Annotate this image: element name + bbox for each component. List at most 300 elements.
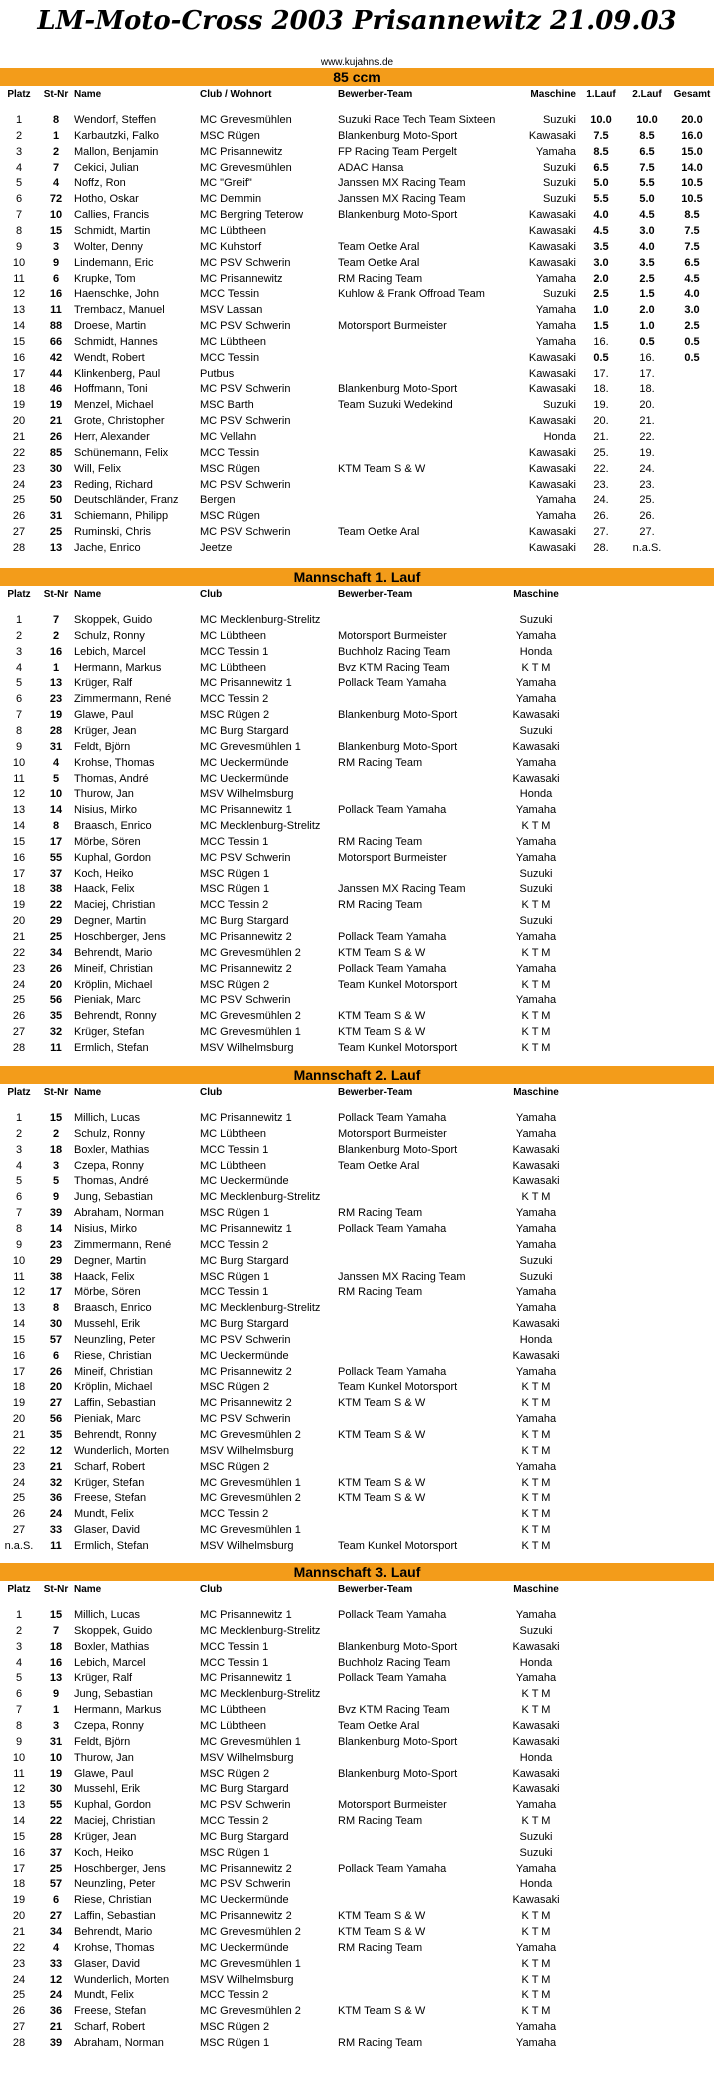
cell-place: 21 <box>12 1926 26 1938</box>
cell-machine: Kawasaki <box>528 351 576 364</box>
cell-name: Laffin, Sebastian <box>74 1397 156 1410</box>
table-row <box>0 1316 714 1332</box>
cell-machine: Yamaha <box>515 629 557 642</box>
table-row <box>0 1522 714 1538</box>
cell-machine: K T M <box>521 1815 551 1828</box>
cell-place: 14 <box>12 1318 26 1331</box>
cell-team: ADAC Hansa <box>338 161 404 174</box>
table-row <box>0 1924 714 1940</box>
cell-machine: Honda <box>519 1333 553 1346</box>
table-row <box>0 492 714 508</box>
cell-club: MC PSV Schwerin <box>200 383 291 396</box>
cell-place: 7 <box>15 709 23 722</box>
cell-machine: Yamaha <box>515 1302 557 1315</box>
cell-total: 4.0 <box>684 288 700 301</box>
cell-team: Blankenburg Moto-Sport <box>338 709 458 722</box>
cell-place: 26 <box>12 510 26 523</box>
table-row <box>0 913 714 929</box>
cell-place: 20 <box>12 915 26 928</box>
cell-start-number: 46 <box>49 383 63 396</box>
cell-start-number: 38 <box>49 1270 63 1283</box>
cell-name: Behrendt, Mario <box>74 946 153 959</box>
cell-place: 18 <box>12 1381 26 1394</box>
cell-club: MC Prisannewitz 1 <box>200 1609 292 1621</box>
table-row <box>0 755 714 771</box>
cell-machine: K T M <box>521 661 551 674</box>
cell-name: Feldt, Björn <box>74 740 131 753</box>
cell-start-number: 56 <box>49 1413 63 1426</box>
cell-machine: Yamaha <box>515 1127 557 1140</box>
cell-club: MSC Rügen <box>200 510 260 523</box>
cell-name: Czepa, Ronny <box>74 1159 144 1172</box>
cell-start-number: 23 <box>49 693 63 706</box>
cell-club: MC Vellahn <box>200 431 257 443</box>
cell-place: 27 <box>12 1026 26 1039</box>
cell-club: MC PSV Schwerin <box>200 256 291 269</box>
cell-club: MC Ueckermünde <box>200 1941 289 1954</box>
table-row <box>0 1506 714 1522</box>
cell-team: Team Kunkel Motorsport <box>338 1381 458 1394</box>
table-row <box>0 1639 714 1655</box>
table-row <box>0 286 714 302</box>
cell-run2: 7.5 <box>639 161 655 174</box>
cell-start-number: 7 <box>52 161 60 174</box>
table-row <box>0 1348 714 1364</box>
cell-team: Team Suzuki Wedekind <box>338 399 453 412</box>
cell-club: MSC Rügen 2 <box>200 978 270 991</box>
cell-run2: 0.5 <box>639 335 655 348</box>
cell-name: Mörbe, Sören <box>74 835 141 848</box>
cell-place: 15 <box>12 335 26 348</box>
cell-club: MSC Rügen 1 <box>200 2036 270 2049</box>
column-header-team: Bewerber-Team <box>338 1087 413 1098</box>
cell-machine: K T M <box>521 1381 551 1394</box>
cell-club: Putbus <box>200 367 235 380</box>
cell-place: 6 <box>15 1191 23 1204</box>
cell-place: 10 <box>12 1751 26 1764</box>
cell-start-number: 2 <box>52 145 60 158</box>
cell-total: 14.0 <box>681 161 703 174</box>
cell-club: MC Prisannewitz 1 <box>200 1222 292 1235</box>
cell-club: MCC Tessin 2 <box>200 693 269 706</box>
cell-start-number: 15 <box>49 1112 63 1124</box>
cell-club: MC Lübtheen <box>200 1719 267 1732</box>
cell-club: MSC Rügen 2 <box>200 2021 270 2034</box>
cell-place: 19 <box>12 899 26 912</box>
cell-run2: 17. <box>639 367 655 380</box>
cell-run1: 0.5 <box>593 351 609 364</box>
table-row <box>0 1158 714 1174</box>
cell-team: KTM Team S & W <box>338 1476 426 1489</box>
cell-place: 5 <box>15 1672 23 1685</box>
cell-machine: K T M <box>521 1508 551 1521</box>
cell-machine: K T M <box>521 899 551 912</box>
column-header-name: Name <box>74 589 102 600</box>
cell-team: KTM Team S & W <box>338 946 426 959</box>
cell-name: Glawe, Paul <box>74 709 134 722</box>
cell-machine: K T M <box>521 1444 551 1457</box>
cell-machine: K T M <box>521 1539 551 1552</box>
cell-machine: Kawasaki <box>528 526 576 539</box>
cell-start-number: 26 <box>49 1365 63 1378</box>
cell-name: Cekici, Julian <box>74 161 139 174</box>
cell-machine: Yamaha <box>515 1672 557 1685</box>
cell-team: RM Racing Team <box>338 1286 423 1299</box>
cell-name: Maciej, Christian <box>74 1815 156 1828</box>
cell-start-number: 25 <box>49 1862 63 1875</box>
table-row <box>0 477 714 493</box>
cell-name: Klinkenberg, Paul <box>74 367 161 380</box>
cell-run2: 4.5 <box>639 209 655 222</box>
cell-name: Maciej, Christian <box>74 899 156 912</box>
cell-start-number: 39 <box>49 2036 63 2049</box>
cell-machine: Kawasaki <box>528 240 576 253</box>
table-row <box>0 628 714 644</box>
cell-name: Thomas, André <box>74 772 149 785</box>
cell-run1: 7.5 <box>593 129 609 142</box>
table-row <box>0 350 714 366</box>
cell-team: RM Racing Team <box>338 835 423 848</box>
cell-start-number: 15 <box>49 224 63 237</box>
cell-place: 3 <box>15 145 23 158</box>
cell-machine: Yamaha <box>515 1112 557 1124</box>
cell-club: MC Demmin <box>200 193 262 206</box>
cell-place: 19 <box>12 399 26 412</box>
cell-team: Team Oetke Aral <box>338 526 420 539</box>
cell-place: 11 <box>13 1270 25 1283</box>
cell-machine: Honda <box>519 788 553 801</box>
cell-team: KTM Team S & W <box>338 1010 426 1023</box>
cell-name: Thurow, Jan <box>74 788 134 801</box>
table-row <box>0 1332 714 1348</box>
cell-start-number: 72 <box>49 193 63 206</box>
website-url: www.kujahns.de <box>320 57 394 68</box>
cell-machine: Honda <box>519 1878 553 1891</box>
cell-team: KTM Team S & W <box>338 1026 426 1039</box>
table-row <box>0 318 714 334</box>
cell-start-number: 13 <box>49 1672 63 1685</box>
table-row <box>0 1940 714 1956</box>
cell-name: Braasch, Enrico <box>74 1302 152 1315</box>
cell-name: Mineif, Christian <box>74 962 153 975</box>
table-row <box>0 961 714 977</box>
column-header-start-number: St-Nr <box>43 89 69 100</box>
cell-machine: K T M <box>521 1476 551 1489</box>
cell-place: 23 <box>12 962 26 975</box>
cell-run2: 16. <box>639 351 655 364</box>
cell-run1: 3.0 <box>593 256 609 269</box>
cell-name: Riese, Christian <box>74 1349 152 1362</box>
cell-club: MC PSV Schwerin <box>200 1333 291 1346</box>
cell-place: 16 <box>12 851 26 864</box>
table-row <box>0 397 714 413</box>
cell-name: Pieniak, Marc <box>74 1413 141 1426</box>
cell-start-number: 37 <box>49 1846 63 1859</box>
cell-machine: Kawasaki <box>512 1894 560 1907</box>
cell-place: 10 <box>12 756 26 769</box>
cell-name: Ermlich, Stefan <box>74 1539 149 1552</box>
cell-place: 14 <box>12 1815 26 1828</box>
cell-machine: Kawasaki <box>512 772 560 785</box>
cell-machine: Kawasaki <box>528 541 576 554</box>
cell-name: Krüger, Ralf <box>74 677 133 690</box>
cell-name: Degner, Martin <box>74 1254 147 1267</box>
cell-place: 18 <box>12 883 26 896</box>
cell-run1: 5.5 <box>593 193 609 206</box>
cell-machine: Yamaha <box>515 994 557 1007</box>
column-header-row <box>0 1085 714 1101</box>
cell-place: 14 <box>12 820 26 833</box>
cell-run2: 25. <box>639 494 655 507</box>
cell-place: 20 <box>12 1910 26 1923</box>
cell-club: MC Mecklenburg-Strelitz <box>200 1624 321 1637</box>
cell-machine: Yamaha <box>515 835 557 848</box>
cell-name: Pieniak, Marc <box>74 994 141 1007</box>
table-row <box>0 1269 714 1285</box>
cell-club: MC Ueckermünde <box>200 1175 289 1188</box>
cell-start-number: 57 <box>49 1878 63 1891</box>
cell-total: 0.5 <box>684 335 700 348</box>
cell-name: Laffin, Sebastian <box>74 1910 156 1923</box>
cell-machine: Suzuki <box>519 1254 553 1267</box>
cell-team: FP Racing Team Pergelt <box>338 145 457 158</box>
cell-start-number: 4 <box>52 756 60 769</box>
cell-machine: Yamaha <box>515 931 557 943</box>
cell-place: 4 <box>15 1159 23 1172</box>
cell-start-number: 57 <box>49 1333 63 1346</box>
cell-start-number: 32 <box>49 1476 63 1489</box>
cell-place: 4 <box>15 1656 23 1669</box>
cell-name: Thomas, André <box>74 1175 149 1188</box>
cell-name: Menzel, Michael <box>74 399 154 412</box>
cell-place: 9 <box>15 740 23 753</box>
cell-machine: K T M <box>521 1429 551 1441</box>
cell-place: 8 <box>15 724 23 737</box>
cell-team: RM Racing Team <box>338 1815 423 1828</box>
cell-place: 3 <box>15 1640 23 1653</box>
table-row <box>0 1750 714 1766</box>
cell-machine: Kawasaki <box>528 256 576 269</box>
cell-name: Freese, Stefan <box>74 2005 147 2018</box>
section-title-bar: 85 ccm <box>0 68 714 86</box>
cell-machine: Yamaha <box>515 851 557 864</box>
cell-machine: K T M <box>521 1957 551 1970</box>
column-header-team: Bewerber-Team <box>338 1584 413 1595</box>
cell-run1: 23. <box>593 478 609 491</box>
column-header-name: Name <box>74 1584 102 1595</box>
cell-club: MC Burg Stargard <box>200 1783 289 1796</box>
cell-place: 16 <box>12 1846 26 1859</box>
cell-machine: K T M <box>521 1492 551 1505</box>
cell-start-number: 12 <box>49 1444 63 1457</box>
table-row <box>0 739 714 755</box>
cell-run2: 26. <box>639 510 655 523</box>
cell-start-number: 66 <box>49 335 63 348</box>
table-row <box>0 461 714 477</box>
cell-machine: K T M <box>521 1926 551 1938</box>
table-row <box>0 612 714 628</box>
cell-start-number: 1 <box>52 1704 60 1717</box>
cell-start-number: 7 <box>52 1624 60 1637</box>
cell-machine: K T M <box>521 1010 551 1023</box>
cell-club: MC Prisannewitz 2 <box>200 1397 292 1410</box>
cell-name: Scharf, Robert <box>74 2021 145 2034</box>
cell-start-number: 30 <box>49 462 63 475</box>
cell-name: Riese, Christian <box>74 1894 152 1907</box>
cell-machine: Yamaha <box>515 804 557 817</box>
cell-start-number: 21 <box>49 1460 63 1473</box>
cell-place: 20 <box>12 1413 26 1426</box>
cell-total: 4.5 <box>684 272 700 285</box>
cell-place: 6 <box>15 693 23 706</box>
cell-place: 24 <box>12 978 26 991</box>
cell-place: 2 <box>15 629 23 642</box>
cell-start-number: 10 <box>49 1751 63 1764</box>
cell-start-number: 19 <box>49 1767 63 1780</box>
cell-machine: Yamaha <box>515 1460 557 1473</box>
cell-team: Motorsport Burmeister <box>338 1799 447 1812</box>
cell-name: Karbautzki, Falko <box>74 129 159 142</box>
cell-machine: Yamaha <box>515 962 557 975</box>
column-header-row <box>0 587 714 603</box>
cell-place: 27 <box>12 2021 26 2034</box>
cell-team: Team Oetke Aral <box>338 256 420 269</box>
cell-place: 28 <box>12 541 26 554</box>
cell-start-number: 24 <box>49 1508 63 1521</box>
cell-team: Janssen MX Racing Team <box>338 193 466 206</box>
cell-machine: Yamaha <box>515 2036 557 2049</box>
table-row <box>0 929 714 945</box>
cell-machine: Kawasaki <box>512 1640 560 1653</box>
table-row <box>0 1766 714 1782</box>
cell-total: 7.5 <box>684 224 700 237</box>
cell-club: MC Mecklenburg-Strelitz <box>200 820 321 833</box>
cell-team: KTM Team S & W <box>338 1397 426 1410</box>
cell-run2: 24. <box>639 462 655 475</box>
cell-place: 7 <box>15 1207 23 1220</box>
table-row <box>0 1908 714 1924</box>
cell-place: 2 <box>15 129 23 142</box>
cell-club: MSV Wilhelmsburg <box>200 1041 294 1054</box>
cell-club: MC Lübtheen <box>200 629 267 642</box>
cell-club: MC PSV Schwerin <box>200 1413 291 1426</box>
cell-run2: 18. <box>639 383 655 396</box>
cell-club: MC Prisannewitz <box>200 145 283 158</box>
column-header-machine: Maschine <box>513 589 559 600</box>
cell-club: MSC Barth <box>200 399 254 412</box>
cell-start-number: 44 <box>49 367 63 380</box>
cell-club: MSC Rügen <box>200 129 260 142</box>
cell-team: Team Kunkel Motorsport <box>338 1041 458 1054</box>
table-row <box>0 1024 714 1040</box>
cell-club: MC Grevesmühlen 2 <box>200 1492 301 1505</box>
cell-run1: 5.0 <box>593 177 609 190</box>
cell-run2: 21. <box>639 415 655 428</box>
cell-name: Millich, Lucas <box>74 1609 141 1621</box>
cell-start-number: 16 <box>49 288 63 301</box>
cell-machine: Honda <box>519 1656 553 1669</box>
cell-place: 15 <box>12 1830 26 1843</box>
cell-name: Koch, Heiko <box>74 1846 134 1859</box>
cell-machine: Honda <box>543 431 576 443</box>
table-row <box>0 1475 714 1491</box>
cell-team: Buchholz Racing Team <box>338 1656 451 1669</box>
cell-club: MC Mecklenburg-Strelitz <box>200 1302 321 1315</box>
cell-place: 5 <box>15 177 23 190</box>
cell-club: Bergen <box>200 494 236 507</box>
cell-club: MC Prisannewitz 1 <box>200 804 292 817</box>
cell-team: Pollack Team Yamaha <box>338 1862 447 1875</box>
cell-place: 9 <box>15 240 23 253</box>
cell-club: MC Lübtheen <box>200 1159 267 1172</box>
cell-club: MCC Tessin <box>200 351 260 364</box>
cell-name: Will, Felix <box>74 462 122 475</box>
cell-machine: Suzuki <box>519 915 553 928</box>
cell-place: 8 <box>15 1222 23 1235</box>
cell-start-number: 13 <box>49 541 63 554</box>
cell-start-number: 9 <box>52 256 60 269</box>
cell-place: 13 <box>12 304 26 317</box>
table-row <box>0 850 714 866</box>
cell-club: MC Mecklenburg-Strelitz <box>200 1688 321 1701</box>
cell-name: Lebich, Marcel <box>74 1656 146 1669</box>
cell-start-number: 33 <box>49 1524 63 1537</box>
column-header-row <box>0 87 714 103</box>
table-row <box>0 1253 714 1269</box>
cell-name: Krüger, Ralf <box>74 1672 133 1685</box>
cell-club: MC Prisannewitz 1 <box>200 677 292 690</box>
cell-name: Zimmermann, René <box>74 693 172 706</box>
cell-club: MC "Greif" <box>200 177 252 190</box>
cell-club: MSV Wilhelmsburg <box>200 1444 294 1457</box>
cell-team: Team Oetke Aral <box>338 1719 420 1732</box>
cell-club: MC Grevesmühlen 1 <box>200 1524 301 1537</box>
cell-name: Skoppek, Guido <box>74 1624 153 1637</box>
cell-team: KTM Team S & W <box>338 1429 426 1441</box>
table-row <box>0 1284 714 1300</box>
cell-run1: 18. <box>593 383 609 396</box>
cell-machine: Suzuki <box>519 1270 553 1283</box>
cell-team: Pollack Team Yamaha <box>338 962 447 975</box>
cell-start-number: 7 <box>52 614 60 626</box>
cell-place: 10 <box>12 256 26 269</box>
cell-total: 7.5 <box>684 240 700 253</box>
column-header-club: Club <box>200 1087 223 1098</box>
cell-club: MCC Tessin 1 <box>200 835 269 848</box>
cell-place: 2 <box>15 1127 23 1140</box>
cell-start-number: 6 <box>52 272 60 285</box>
cell-club: MC Burg Stargard <box>200 724 289 737</box>
column-header-start-number: St-Nr <box>43 1584 69 1595</box>
cell-place: 22 <box>12 946 26 959</box>
cell-club: MSC Rügen 1 <box>200 1270 270 1283</box>
cell-place: 11 <box>13 272 25 285</box>
cell-club: MCC Tessin 2 <box>200 899 269 912</box>
cell-place: 7 <box>15 209 23 222</box>
column-header-row <box>0 1582 714 1598</box>
cell-club: MCC Tessin 2 <box>200 1238 269 1251</box>
cell-machine: Yamaha <box>515 2021 557 2034</box>
table-row <box>0 1734 714 1750</box>
cell-run1: 8.5 <box>593 145 609 158</box>
cell-team: Pollack Team Yamaha <box>338 931 447 943</box>
cell-run1: 21. <box>593 431 609 443</box>
cell-place: 12 <box>12 1286 26 1299</box>
cell-machine: K T M <box>521 946 551 959</box>
cell-name: Mussehl, Erik <box>74 1318 141 1331</box>
page-title: LM-Moto-Cross 2003 Prisannewitz 21.09.03 <box>37 6 677 36</box>
table-row <box>0 413 714 429</box>
